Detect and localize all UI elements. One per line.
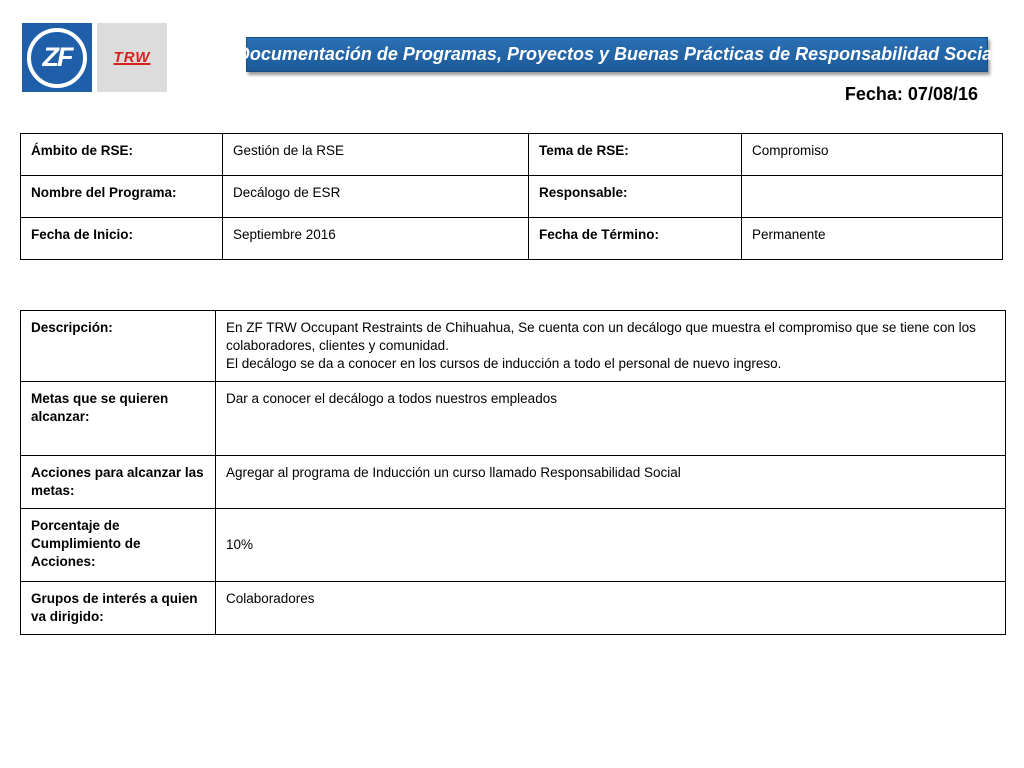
date-header	[760, 84, 978, 105]
descripcion-line-2: El decálogo se da a conocer en los cursos de inducción a todo el personal de nuevo ingreso.	[226, 356, 782, 371]
table-row	[21, 582, 1006, 635]
table-row	[21, 176, 1003, 218]
page-title-banner	[236, 37, 998, 72]
trw-logo-text: TRW	[113, 49, 151, 66]
nombre-programa-label: Nombre del Programa:	[21, 176, 223, 218]
acciones-label: Acciones para alcanzar las metas:	[21, 456, 216, 509]
program-details-table	[20, 310, 1006, 635]
acciones-value: Agregar al programa de Inducción un curso llamado Responsabilidad Social	[216, 456, 1006, 509]
nombre-programa-value: Decálogo de ESR	[223, 176, 529, 218]
zf-logo	[22, 23, 92, 92]
trw-logo	[97, 23, 167, 92]
tema-value: Compromiso	[742, 134, 1003, 176]
ambito-label: Ámbito de RSE:	[21, 134, 223, 176]
fecha-inicio-value: Septiembre 2016	[223, 218, 529, 260]
program-info-table	[20, 133, 1003, 260]
table-row	[21, 509, 1006, 582]
grupos-label: Grupos de interés a quien va dirigido:	[21, 582, 216, 635]
fecha-termino-label: Fecha de Término:	[529, 218, 742, 260]
fecha-inicio-label: Fecha de Inicio:	[21, 218, 223, 260]
page-title: Documentación de Programas, Proyectos y Buenas Prácticas de Responsabilidad Social	[236, 44, 998, 64]
tema-label: Tema de RSE:	[529, 134, 742, 176]
metas-label: Metas que se quieren alcanzar:	[21, 382, 216, 456]
table-row	[21, 456, 1006, 509]
grupos-value: Colaboradores	[216, 582, 1006, 635]
metas-value: Dar a conocer el decálogo a todos nuestros empleados	[216, 382, 1006, 456]
porcentaje-label: Porcentaje de Cumplimiento de Acciones:	[21, 509, 216, 582]
date-label: Fecha:	[844, 84, 903, 104]
table-row	[21, 134, 1003, 176]
table-row	[21, 382, 1006, 456]
zf-logo-mark: ZF	[27, 28, 87, 88]
descripcion-value	[216, 311, 1006, 382]
date-value: 07/08/16	[907, 84, 978, 104]
responsable-value	[742, 176, 1003, 218]
fecha-termino-value: Permanente	[742, 218, 1003, 260]
responsable-label: Responsable:	[529, 176, 742, 218]
porcentaje-value: 10%	[216, 509, 1006, 582]
ambito-value: Gestión de la RSE	[223, 134, 529, 176]
descripcion-line-1: En ZF TRW Occupant Restraints de Chihuahua, Se cuenta con un decálogo que muestra el compromiso que se tiene con los colaboradores, clientes y comunidad.	[226, 320, 976, 353]
descripcion-label: Descripción:	[21, 311, 216, 382]
table-row	[21, 311, 1006, 382]
table-row	[21, 218, 1003, 260]
